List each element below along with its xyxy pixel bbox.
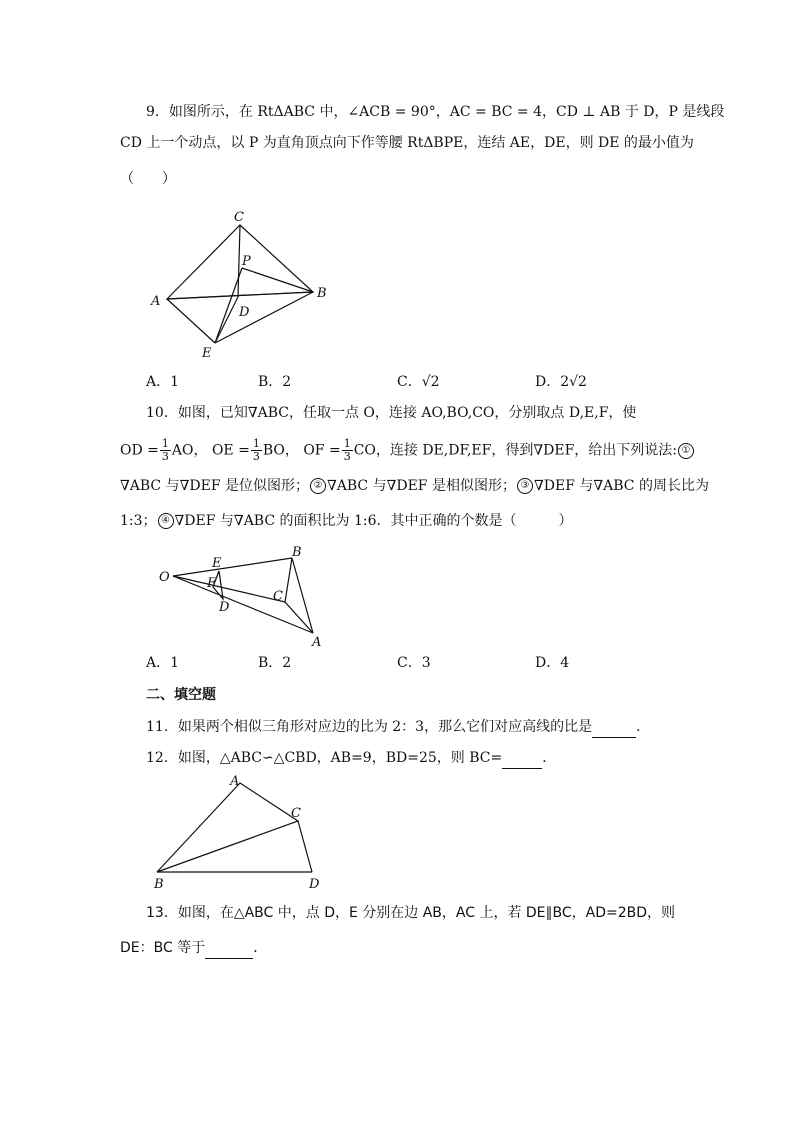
q12-text: 12．如图，△ABC∽△CBD，AB=9，BD=25，则 BC= ． [146, 747, 556, 769]
label-E: E [202, 346, 212, 361]
segment-OC [173, 576, 285, 602]
label-A: A [230, 774, 240, 789]
label-O: O [159, 570, 170, 585]
triangle-ABC [157, 783, 298, 872]
segment-OA [173, 576, 313, 633]
segment-CD [298, 821, 312, 872]
segment-AE [167, 299, 215, 343]
q10-option-a[interactable]: A．1 [146, 655, 180, 671]
segment-EB [215, 292, 313, 343]
fraction-one-third: $\frac{1}{3}$ [343, 437, 351, 463]
label-D: D [239, 305, 250, 320]
triangle-ABC [285, 558, 313, 633]
segment-AB [167, 292, 313, 299]
label-B: B [292, 545, 302, 560]
q10-figure [155, 545, 345, 650]
section-heading-fill-in: 二、填空题 [146, 687, 216, 703]
q10-option-b[interactable]: B．2 [258, 655, 292, 671]
label-F: F [207, 576, 217, 591]
q9-option-a[interactable]: A．1 [146, 374, 180, 390]
segment-CD [238, 225, 240, 297]
segment-ED [215, 297, 238, 343]
label-D: D [309, 877, 320, 892]
q9-option-d[interactable]: D．2√2 [535, 374, 587, 390]
circled-number-1: ① [678, 443, 694, 459]
label-A: A [312, 635, 322, 650]
segment-PB [242, 268, 313, 292]
label-P: P [242, 254, 251, 269]
q10-option-d[interactable]: D．4 [535, 655, 570, 671]
label-C: C [234, 210, 244, 225]
label-B: B [154, 877, 164, 892]
q11-answer-blank[interactable] [592, 721, 636, 738]
q10-line-3: ∇ABC 与∇DEF 是位似图形； ② ∇ABC 与∇DEF 是相似图形； ③ ∇DEF 与∇ABC 的周长比为 [120, 478, 709, 494]
label-C: C [273, 589, 283, 604]
q12-figure [148, 772, 348, 892]
q10-line-2: OD = $\frac{1}{3}$ AO， OE = $\frac{1}{3}$ BO， OF = $\frac{1}{3}$ CO，连接 DE,DF,EF，得到∇DEF，给出下列说法: ① [120, 438, 695, 463]
q10-option-c[interactable]: C．3 [397, 655, 431, 671]
q13-answer-blank[interactable] [205, 942, 253, 959]
segment-EP [215, 268, 242, 343]
q9-line-1: 9．如图所示，在 RtΔABC 中，∠ACB = 90°，AC = BC = 4，CD ⊥ AB 于 D，P 是线段 [146, 104, 725, 120]
circled-number-2: ② [310, 478, 326, 494]
q9-figure [145, 202, 345, 367]
q9-answer-bracket: （ ） [120, 171, 176, 187]
label-C: C [291, 806, 301, 821]
label-B: B [317, 286, 327, 301]
fraction-one-third: $\frac{1}{3}$ [161, 437, 169, 463]
q9-option-c[interactable]: C．√2 [397, 374, 440, 390]
q11-text: 11．如果两个相似三角形对应边的比为 2：3，那么它们对应高线的比是 ． [146, 716, 650, 738]
q10-line-1: 10．如图，已知∇ABC，任取一点 O，连接 AO,BO,CO，分别取点 D,E,F，使 [146, 405, 637, 421]
q9-option-b[interactable]: B．2 [258, 374, 292, 390]
circled-number-4: ④ [158, 513, 174, 529]
q12-answer-blank[interactable] [502, 752, 542, 769]
label-A: A [151, 294, 161, 309]
label-D: D [219, 600, 230, 615]
fraction-one-third: $\frac{1}{3}$ [252, 437, 260, 463]
label-E: E [212, 556, 222, 571]
segment-OB [173, 558, 292, 576]
q13-line-2: DE：BC 等于 ． [120, 937, 267, 959]
circled-number-3: ③ [517, 478, 533, 494]
q10-line-4: 1:3； ④ ∇DEF 与∇ABC 的面积比为 1:6．其中正确的个数是（ ） [120, 513, 573, 529]
q13-line-1: 13．如图，在△ABC 中，点 D，E 分别在边 AB，AC 上，若 DE∥BC，AD=2BD，则 [146, 905, 676, 921]
q9-line-2: CD 上一个动点，以 P 为直角顶点向下作等腰 RtΔBPE，连结 AE，DE，则 DE 的最小值为 [120, 135, 694, 151]
